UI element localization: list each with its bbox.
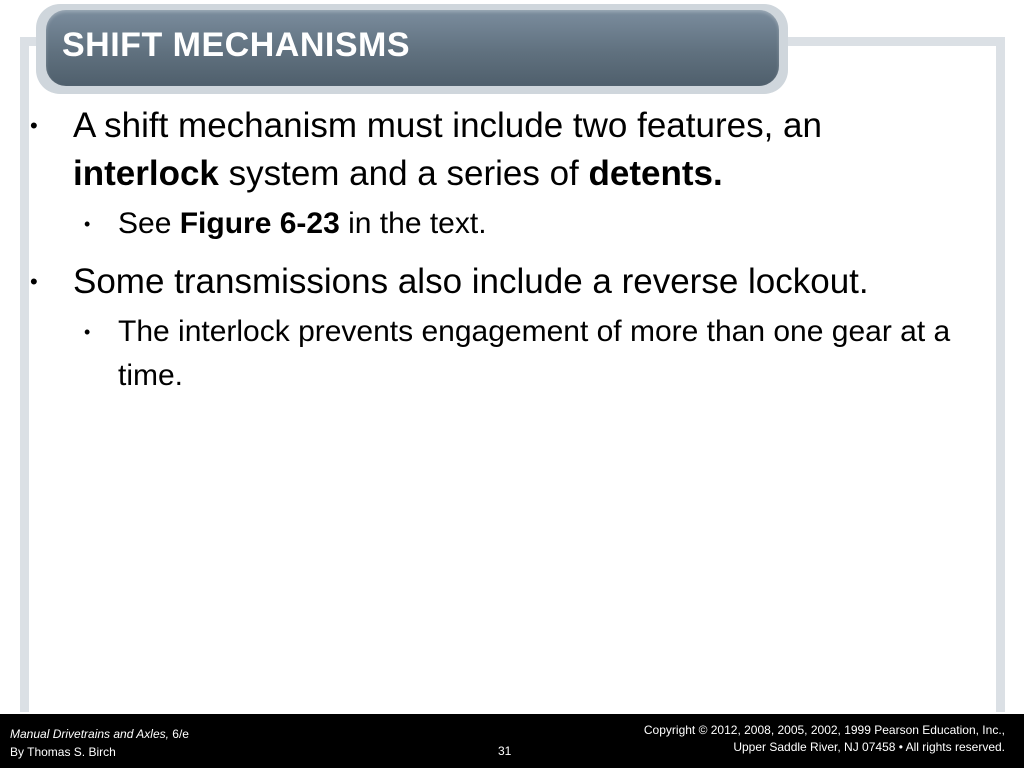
bullet-text: system and a series of [218,154,589,193]
footer-bar [0,714,1024,768]
frame-right [996,40,1005,712]
figure-reference: Figure 6-23 [179,207,340,240]
sub-bullet-text: The interlock prevents engagement of more than one gear at a time. [118,315,951,392]
sub-bullet-text: in the text. [339,207,487,240]
bullet-text: A shift mechanism must include two features, an [73,106,822,145]
sub-bullet-text: See [118,207,180,240]
footer-copyright [644,722,1005,756]
copyright-line-1: Copyright © 2012, 2008, 2005, 2002, 1999 Pearson Education, Inc., [643,723,1005,737]
sub-bullet-item [28,202,958,246]
sub-bullet-marker: • [84,322,91,342]
sub-bullet-item [28,310,958,398]
bullet-bold-term: detents. [588,154,723,193]
bullet-item [28,258,958,306]
bullet-marker: • [30,113,38,138]
footer-book-info [10,725,189,761]
copyright-line-2: Upper Saddle River, NJ 07458 • All rights reserved. [733,740,1005,754]
page-number: 31 [498,744,512,758]
bullet-item [28,102,958,198]
book-title: Manual Drivetrains and Axles, [10,727,169,741]
slide-content [28,102,958,410]
book-author: By Thomas S. Birch [10,745,116,759]
bullet-bold-term: interlock [73,154,219,193]
sub-bullet-marker: • [84,214,91,234]
book-edition: 6/e [168,727,189,741]
bullet-text: Some transmissions also include a reverse lockout. [73,262,869,301]
bullet-marker: • [30,269,38,294]
page-title: SHIFT MECHANISMS [62,26,410,64]
